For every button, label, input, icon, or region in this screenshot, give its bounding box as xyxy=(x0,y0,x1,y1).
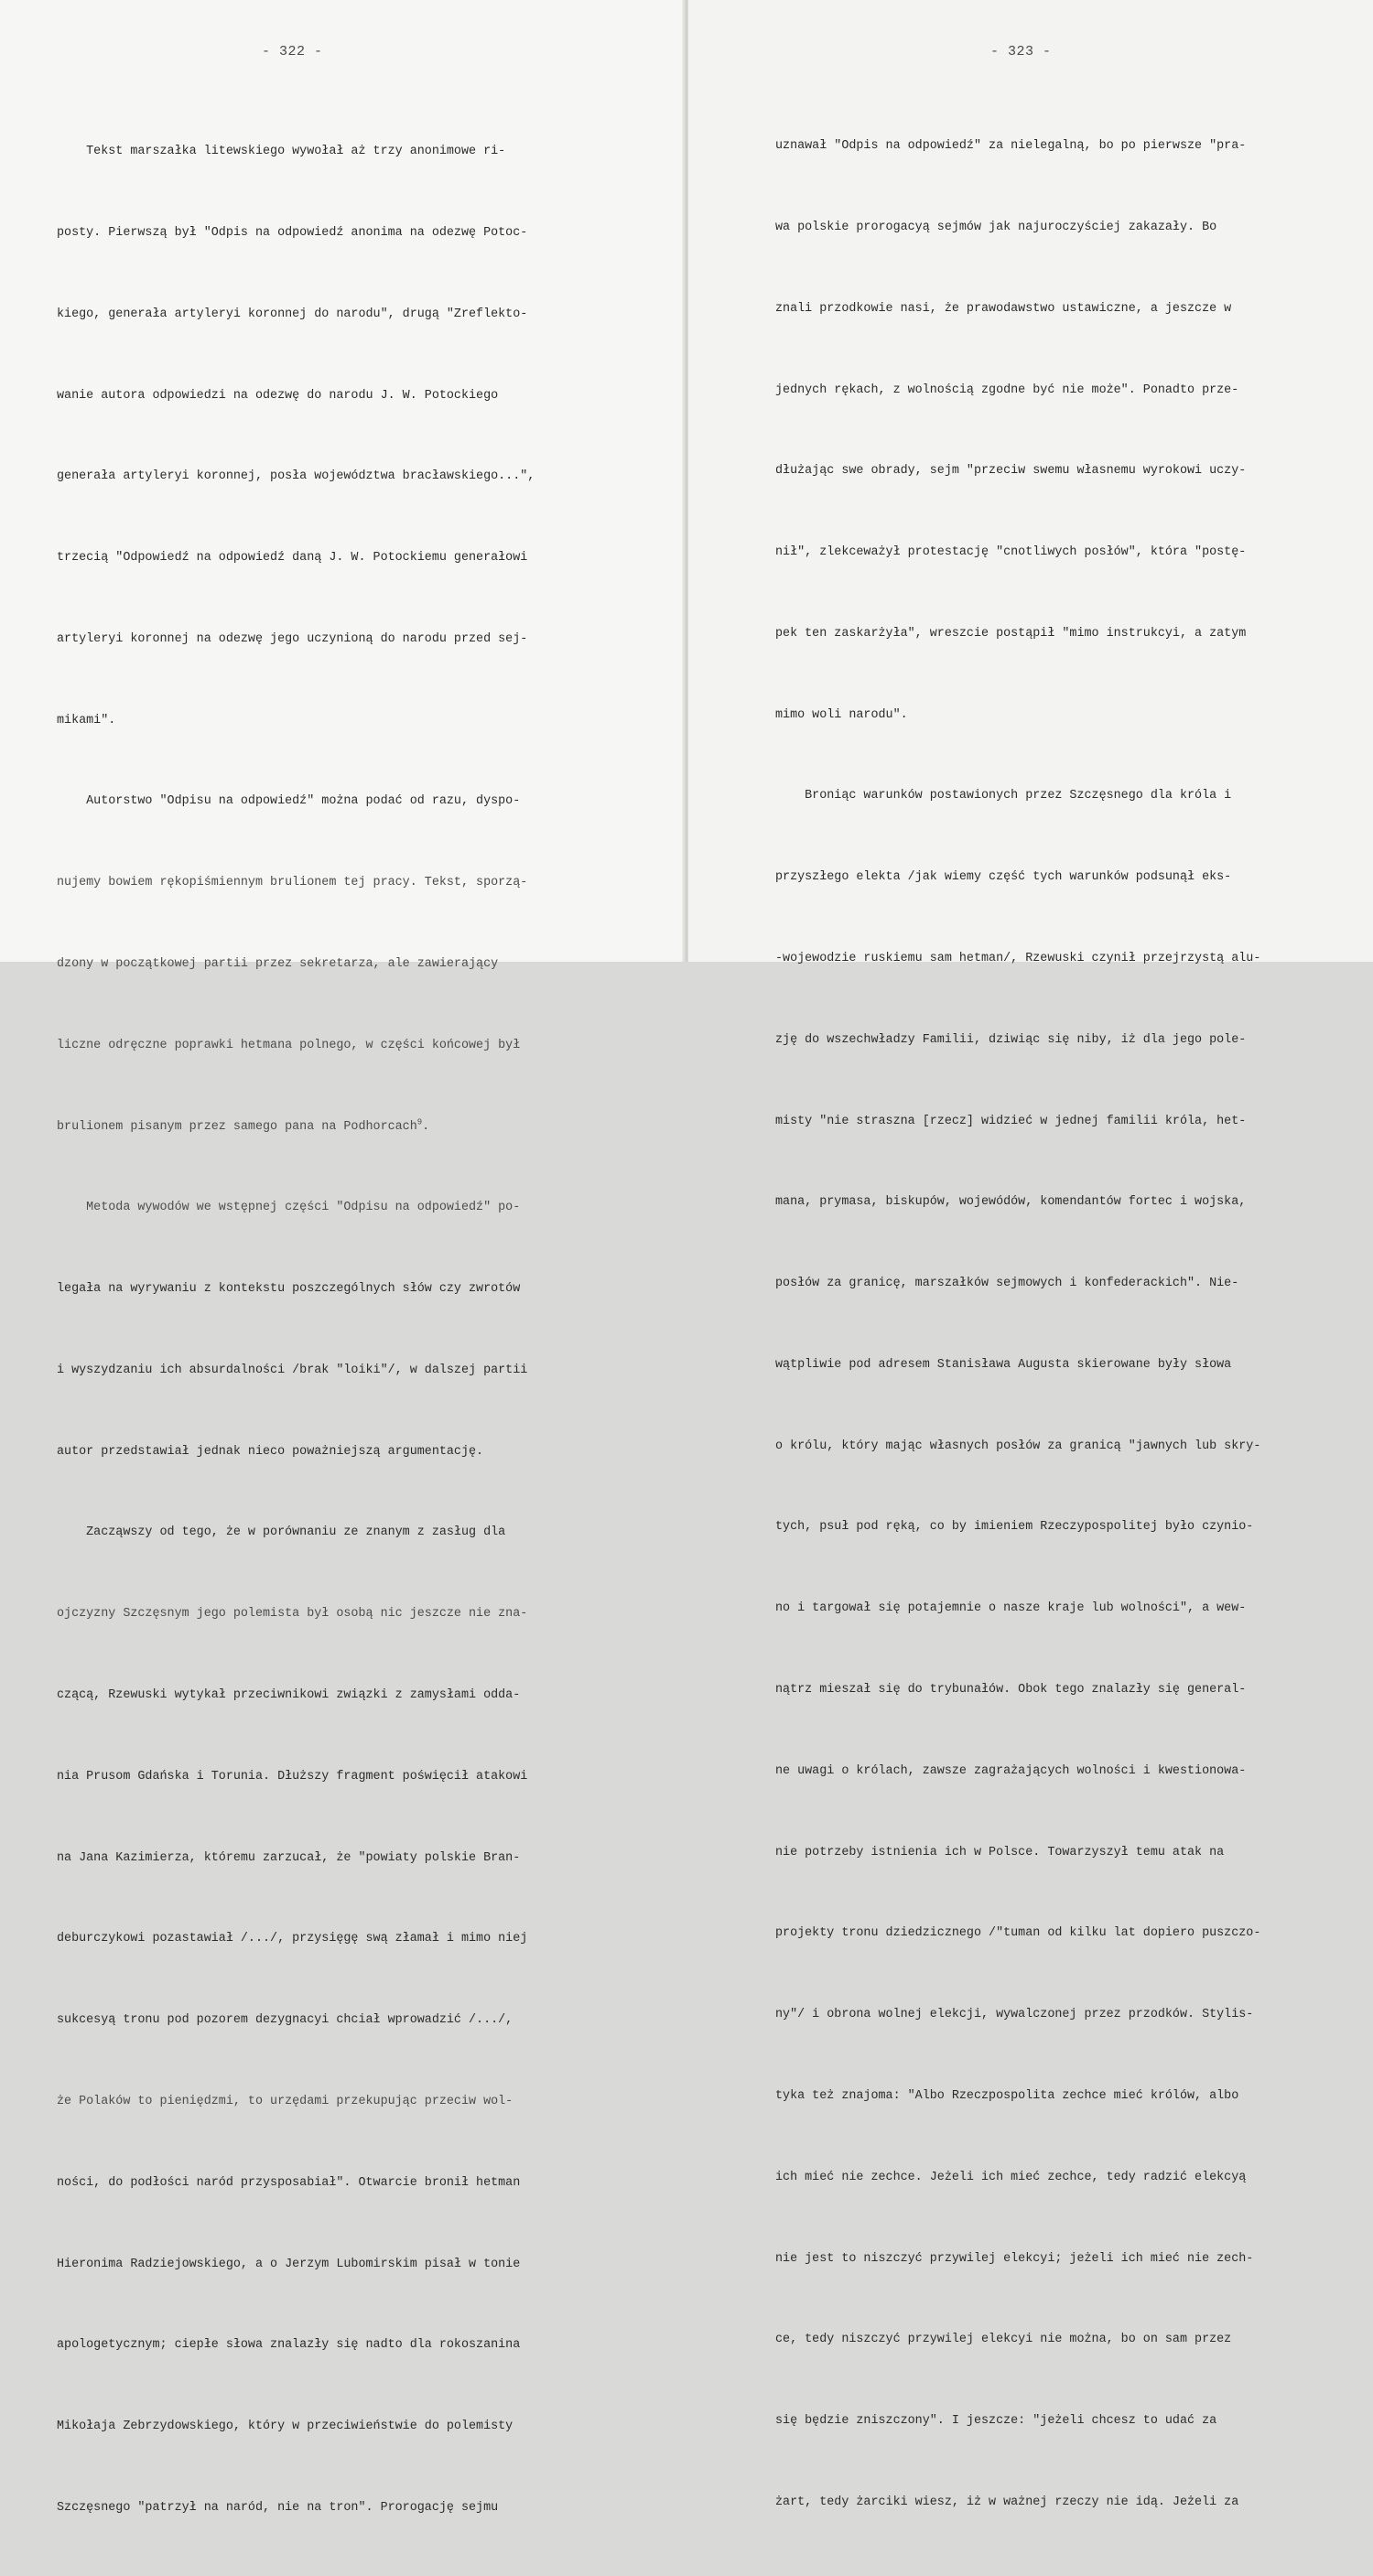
text-line: Broniąc warunków postawionych przez Szczęsnego dla króla i xyxy=(775,789,1232,803)
text-line: nia Prusom Gdańska i Torunia. Dłuższy fragment poświęcił atakowi xyxy=(57,1769,528,1784)
text-line: mikami". xyxy=(57,713,116,728)
text-line: ce, tedy niszczyć przywilej elekcyi nie można, bo on sam przez xyxy=(775,2333,1232,2347)
text-line: Szczęsnego "patrzył na naród, nie na tron". Prorogację sejmu xyxy=(57,2500,499,2515)
left-page xyxy=(0,0,685,2515)
text-line: Mikołaja Zebrzydowskiego, który w przeciwieństwie do polemisty xyxy=(57,2420,514,2434)
footnote-suffix: . xyxy=(422,1119,430,1134)
text-line: Zacząwszy od tego, że w porównaniu ze znanym z zasług dla xyxy=(57,1525,506,1540)
text-line: trzecią "Odpowiedź na odpowiedź daną J. W. Potockiemu generałowi xyxy=(57,551,528,566)
text-line: nie jest to niszczyć przywilej elekcyi; jeżeli ich mieć nie zech- xyxy=(775,2251,1254,2266)
text-line: zję do wszechwładzy Familii, dziwiąc się niby, iż dla jego pole- xyxy=(775,1032,1247,1047)
text-line: Hieronima Radziejowskiego, a o Jerzym Lubomirskim pisał w tonie xyxy=(57,2257,521,2271)
text-line: no i targował się potajemnie o nasze kraje lub wolności", a wew- xyxy=(775,1601,1247,1616)
text-line: czącą, Rzewuski wytykał przeciwnikowi związki z zamysłami odda- xyxy=(57,1688,521,1703)
text-line: ojczyzny Szczęsnym jego polemista był osobą nic jeszcze nie zna- xyxy=(57,1607,528,1622)
text-line: uznawał "Odpis na odpowiedź" za nielegalną, bo po pierwsze "pra- xyxy=(775,139,1247,154)
text-line: ności, do podłości naród przysposabiał". Otwarcie bronił hetman xyxy=(57,2175,521,2190)
text-line: liczne odręczne poprawki hetmana polnego, w części końcowej był xyxy=(57,1038,521,1052)
text-line: znali przodkowie nasi, że prawodawstwo ustawiczne, a jeszcze w xyxy=(775,301,1232,316)
right-page xyxy=(688,0,1373,2509)
text-line: -wojewodzie ruskiemu sam hetman/, Rzewuski czynił przejrzystą alu- xyxy=(775,952,1261,965)
text-line: Autorstwo "Odpisu na odpowiedź" można podać od razu, dyspo- xyxy=(57,794,521,809)
text-line: Tekst marszałka litewskiego wywołał aż trzy anonimowe ri- xyxy=(57,145,506,159)
text-line: dzony w początkowej partii przez sekretarza, ale zawierający xyxy=(57,957,499,971)
text-line: że Polaków to pieniędzmi, to urzędami przekupując przeciw wol- xyxy=(57,2094,514,2108)
text-line: posłów za granicę, marszałków sejmowych i konfederackich". Nie- xyxy=(775,1277,1239,1291)
text-line: autor przedstawiał jednak nieco poważniejszą argumentację. xyxy=(57,1444,484,1459)
text-line: posty. Pierwszą był "Odpis na odpowiedź anonima na odezwę Potoc- xyxy=(57,225,528,240)
text-line: i wyszydzaniu ich absurdalności /brak "loiki"/, w dalszej partii xyxy=(57,1363,528,1377)
text-line: wa polskie prorogacyą sejmów jak najuroczyściej zakazały. Bo xyxy=(775,220,1217,234)
text-line: ny"/ i obrona wolnej elekcji, wywalczonej przez przodków. Stylis- xyxy=(775,2008,1254,2022)
text-line: projekty tronu dziedzicznego /"tuman od kilku lat dopiero puszczo- xyxy=(775,1926,1261,1941)
text-line-with-footnote xyxy=(57,1114,606,1141)
right-page-text xyxy=(775,79,1343,2571)
text-line: wanie autora odpowiedzi na odezwę do narodu J. W. Potockiego xyxy=(57,388,499,403)
text-line: tych, psuł pod ręką, co by imieniem Rzeczypospolitej było czynio- xyxy=(775,1520,1254,1535)
text-line: ne uwagi o królach, zawsze zagrażających wolności i kwestionowa- xyxy=(775,1763,1247,1778)
text-line: ich mieć nie zechce. Jeżeli ich mieć zechce, tedy radzić elekcyą xyxy=(775,2170,1247,2184)
text-line: mana, prymasa, biskupów, wojewódów, komendantów fortec i wojska, xyxy=(775,1195,1247,1210)
page-number-right: - 323 - xyxy=(990,44,1052,59)
text-line: sukcesyą tronu pod pozorem dezygnacyi chciał wprowadzić /.../, xyxy=(57,2013,514,2028)
footnote-marker: 9 xyxy=(416,1117,423,1127)
text-line: mimo woli narodu". xyxy=(775,707,908,722)
text-line: nił", zlekceważył protestację "cnotliwych posłów", która "postę- xyxy=(775,545,1247,560)
text-line: o królu, który mając własnych posłów za granicą "jawnych lub skry- xyxy=(775,1439,1261,1453)
page-number-left: - 322 - xyxy=(262,44,323,59)
text-line: Metoda wywodów we wstępnej części "Odpisu na odpowiedź" po- xyxy=(57,1201,521,1215)
text-line: pek ten zaskarżyła", wreszcie postąpił "mimo instrukcyi, a zatym xyxy=(775,626,1247,641)
text-line: nątrz mieszał się do trybunałów. Obok tego znalazły się general- xyxy=(775,1683,1247,1698)
text-line: nie potrzeby istnienia ich w Polsce. Towarzyszył temu atak na xyxy=(775,1845,1225,1859)
text-line: misty "nie straszna [rzecz] widzieć w jednej familii króla, het- xyxy=(775,1114,1247,1128)
text-line: apologetycznym; ciepłe słowa znalazły się nadto dla rokoszanina xyxy=(57,2338,521,2353)
left-page-text xyxy=(57,84,606,2576)
text-line: jednych rękach, z wolnością zgodne być nie może". Ponadto prze- xyxy=(775,383,1239,397)
text-line: żart, tedy żarciki wiesz, iż w ważnej rzeczy nie idą. Jeżeli za xyxy=(775,2495,1239,2509)
text-line: przyszłego elekta /jak wiemy część tych warunków podsunął eks- xyxy=(775,870,1232,885)
text-line: wątpliwie pod adresem Stanisława Augusta skierowane były słowa xyxy=(775,1357,1232,1372)
text-line: artyleryi koronnej na odezwę jego uczynioną do narodu przed sej- xyxy=(57,631,528,646)
text-line: nujemy bowiem rękopiśmiennym brulionem tej pracy. Tekst, sporzą- xyxy=(57,876,528,890)
text-line: kiego, generała artyleryi koronnej do narodu", drugą "Zreflekto- xyxy=(57,307,528,321)
text-line: na Jana Kazimierza, któremu zarzucał, że "powiaty polskie Bran- xyxy=(57,1850,521,1865)
text-line: legała na wyrywaniu z kontekstu poszczególnych słów czy zwrotów xyxy=(57,1282,521,1297)
text-line: deburczykowi pozastawiał /.../, przysięgę swą złamał i mimo niej xyxy=(57,1932,528,1946)
text-line: dłużając swe obrady, sejm "przeciw swemu własnemu wyrokowi uczy- xyxy=(775,464,1247,479)
text-line: się będzie zniszczony". I jeszcze: "jeżeli chcesz to udać za xyxy=(775,2414,1217,2429)
text-line-content: brulionem pisanym przez samego pana na Podhorcach xyxy=(57,1119,417,1134)
text-line: generała artyleryi koronnej, posła województwa bracławskiego...", xyxy=(57,469,535,484)
text-line: tyka też znajoma: "Albo Rzeczpospolita zechce mieć królów, albo xyxy=(775,2088,1239,2103)
